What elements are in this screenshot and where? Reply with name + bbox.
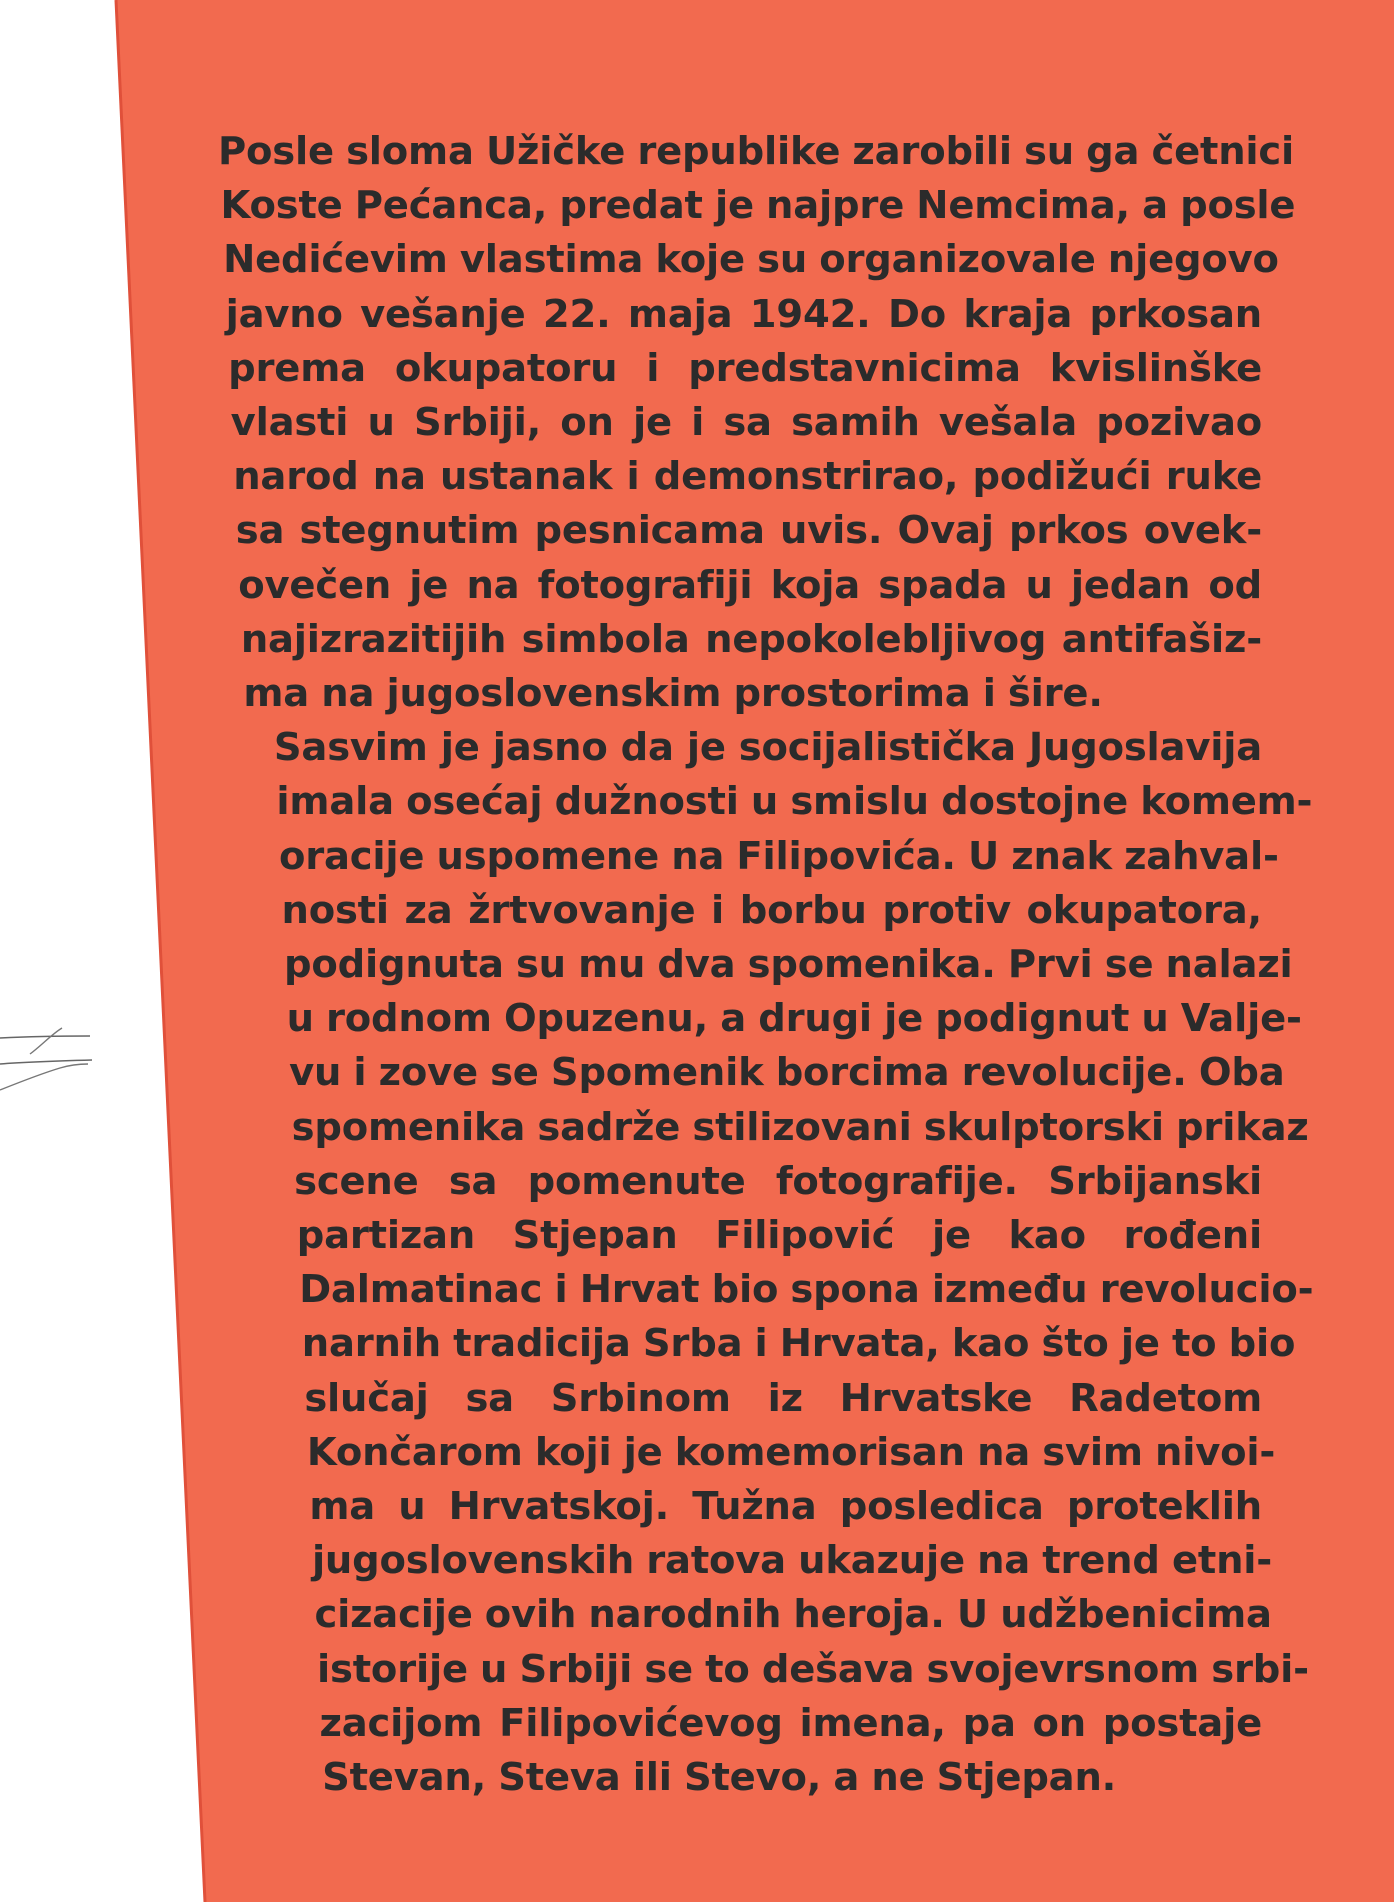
article-line: ma u Hrvatskoj. Tužna posledica proteklih [309, 1484, 1262, 1529]
article-line: vu i zove se Spomenik borcima revolucije. Oba [289, 1050, 1285, 1096]
article-line: cizacije ovih narodnih heroja. U udžbenicima [314, 1592, 1272, 1638]
article-line: slučaj sa Srbinom iz Hrvatske Radetom [304, 1375, 1262, 1421]
article-line: istorije u Srbiji se to dešava svojevrsnom srbi- [317, 1646, 1309, 1692]
article-line: Posle sloma Užičke republike zarobili su ga četnici [218, 129, 1295, 174]
article-line: narnih tradicija Srba i Hrvata, kao što je to bio [301, 1321, 1296, 1367]
article-line: Stevan, Steva ili Stevo, a ne Stjepan. [322, 1755, 1117, 1800]
article-line: zacijom Filipovićevog imena, pa on postaje [319, 1700, 1262, 1746]
article-line: podignuta su mu dva spomenika. Prvi se nalazi [284, 942, 1293, 987]
article-line: imala osećaj dužnosti u smislu dostojne komem- [276, 779, 1313, 825]
article-line: sa stegnutim pesnicama uvis. Ovaj prkos ovek- [235, 508, 1262, 554]
article-line: prema okupatoru i predstavnicima kvislinške [228, 345, 1262, 391]
article-line: jugoslovenskih ratova ukazuje na trend etni- [311, 1538, 1273, 1584]
article-line: nosti za žrtvovanje i borbu protiv okupatora, [281, 887, 1262, 933]
article-line: Koste Pećanca, predat je najpre Nemcima, a posle [220, 183, 1296, 229]
article-line: Dalmatinac i Hrvat bio spona između revolucio- [299, 1267, 1314, 1313]
article-line: ma na jugoslovenskim prostorima i šire. [243, 671, 1103, 716]
article-line: Sasvim je jasno da je socijalistička Jugoslavija [273, 725, 1262, 771]
article-line: narod na ustanak i demonstrirao, podižući ruke [233, 454, 1262, 500]
article-line: spomenika sadrže stilizovani skulptorski prikaz [291, 1104, 1309, 1150]
article-line: u rodnom Opuzenu, a drugi je podignut u Valje- [286, 996, 1302, 1042]
article-line: ovečen je na fotografiji koja spada u jedan od [238, 562, 1262, 608]
article-line: najizrazitijih simbola nepokolebljivog antifašiz- [240, 616, 1262, 662]
article-line: partizan Stjepan Filipović je kao rođeni [296, 1213, 1262, 1258]
article-line: vlasti u Srbiji, on je i sa samih vešala pozivao [230, 400, 1262, 445]
article-line: scene sa pomenute fotografije. Srbijanski [294, 1158, 1262, 1204]
article-line: Nedićevim vlastima koje su organizovale njegovo [223, 237, 1279, 283]
article-line: oracije uspomene na Filipovića. U znak zahval- [278, 833, 1279, 879]
article-line: javno vešanje 22. maja 1942. Do kraja prkosan [225, 291, 1262, 337]
article-line: Končarom koji je komemorisan na svim nivoi- [306, 1429, 1276, 1475]
